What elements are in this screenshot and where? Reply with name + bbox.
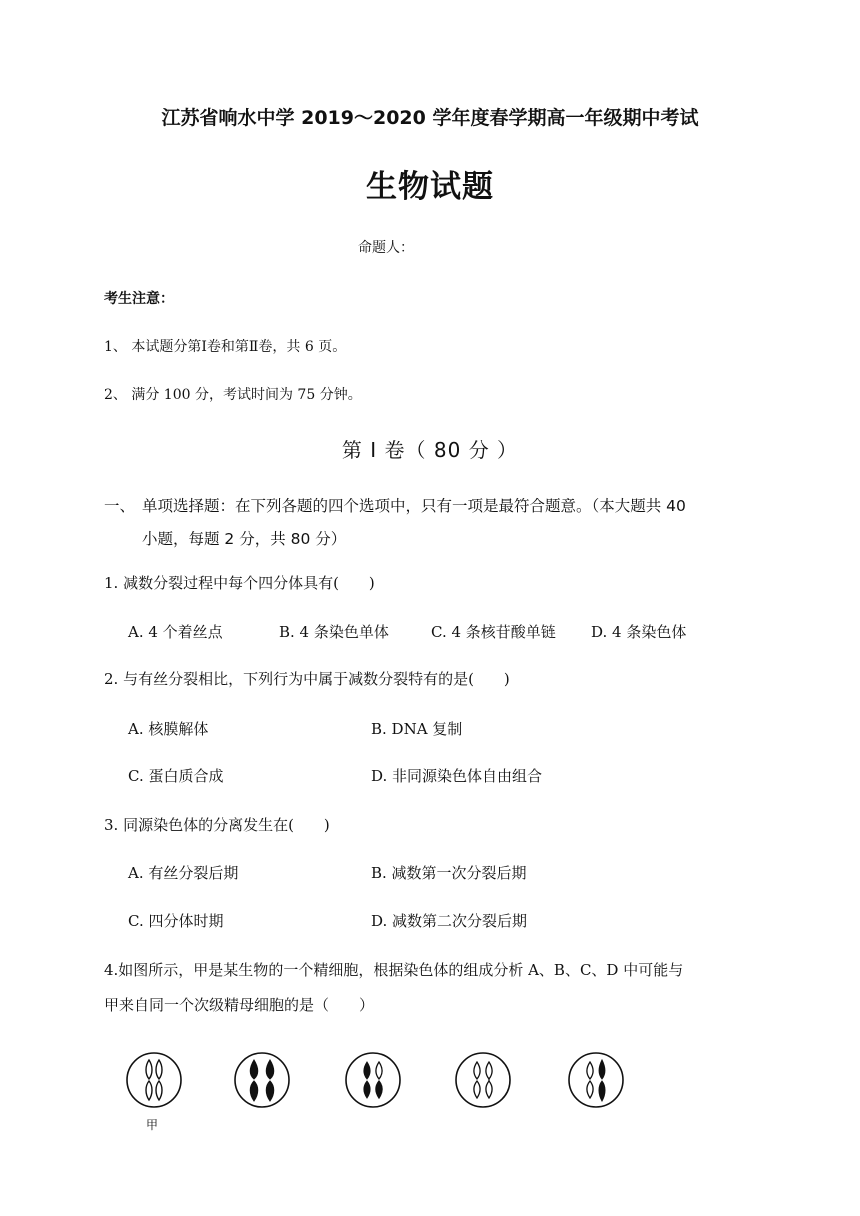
question-1-option-c: C. 4 条核苷酸单链 <box>431 623 556 641</box>
chromosome <box>486 1062 492 1098</box>
author-label: 命题人： <box>358 240 414 256</box>
chromosome <box>250 1060 258 1101</box>
notice-item-2: 2、 满分 100 分，考试时间为 75 分钟。 <box>104 387 362 403</box>
question-2-option-b: B. DNA 复制 <box>371 720 463 738</box>
section-line-2: 小题，每题 2 分，共 80 分） <box>142 530 347 548</box>
chromosome <box>474 1062 480 1098</box>
question-1-option-d: D. 4 条染色体 <box>591 623 687 641</box>
question-2-option-a: A. 核膜解体 <box>128 720 209 738</box>
question-3-option-c: C. 四分体时期 <box>128 912 224 930</box>
chromosome <box>376 1062 382 1098</box>
cell-b <box>346 1053 400 1107</box>
notice-title: 考生注意： <box>104 291 174 307</box>
chromosome <box>266 1060 274 1101</box>
exam-title: 江苏省响水中学 2019～2020 学年度春学期高一年级期中考试 <box>161 107 699 129</box>
cell-a <box>235 1053 289 1107</box>
question-1-option-b: B. 4 条染色单体 <box>279 623 389 641</box>
question-2-stem: 2. 与有丝分裂相比，下列行为中属于减数分裂特有的是( ) <box>104 670 510 688</box>
question-3-stem: 3. 同源染色体的分离发生在( ) <box>104 816 330 834</box>
question-3-option-d: D. 减数第二次分裂后期 <box>371 912 528 930</box>
section-number: 一、 <box>104 497 136 515</box>
question-1-option-a: A. 4 个着丝点 <box>128 623 223 641</box>
chromosome <box>156 1060 162 1100</box>
section-heading <box>104 490 764 556</box>
chromosome <box>146 1060 152 1100</box>
question-4-stem-line-1: 4.如图所示，甲是某生物的一个精细胞，根据染色体的组成分析 A、B、C、D 中可能与 <box>104 961 684 979</box>
cell-jia <box>127 1053 181 1107</box>
section-line-1: 单项选择题：在下列各题的四个选项中，只有一项是最符合题意。（本大题共 40 <box>142 497 686 515</box>
question-3-option-b: B. 减数第一次分裂后期 <box>371 864 527 882</box>
question-4-stem-line-2: 甲来自同一个次级精母细胞的是（ ） <box>104 996 375 1014</box>
cell-chromosome-figure <box>120 1040 660 1140</box>
question-2-option-d: D. 非同源染色体自由组合 <box>371 767 543 785</box>
subject-title: 生物试题 <box>366 169 494 205</box>
question-1-stem: 1. 减数分裂过程中每个四分体具有( ) <box>104 574 375 592</box>
cell-c <box>456 1053 510 1107</box>
volume-title: 第 Ⅰ 卷（ 80 分 ） <box>341 438 519 462</box>
figure-label-jia: 甲 <box>146 1118 159 1132</box>
chromosome <box>587 1062 593 1098</box>
chromosome <box>599 1060 605 1101</box>
question-2-option-c: C. 蛋白质合成 <box>128 767 224 785</box>
notice-item-1: 1、 本试题分第Ⅰ卷和第Ⅱ卷，共 6 页。 <box>104 339 347 355</box>
question-3-option-a: A. 有丝分裂后期 <box>128 864 239 882</box>
chromosome <box>364 1062 370 1098</box>
cell-d <box>569 1053 623 1107</box>
